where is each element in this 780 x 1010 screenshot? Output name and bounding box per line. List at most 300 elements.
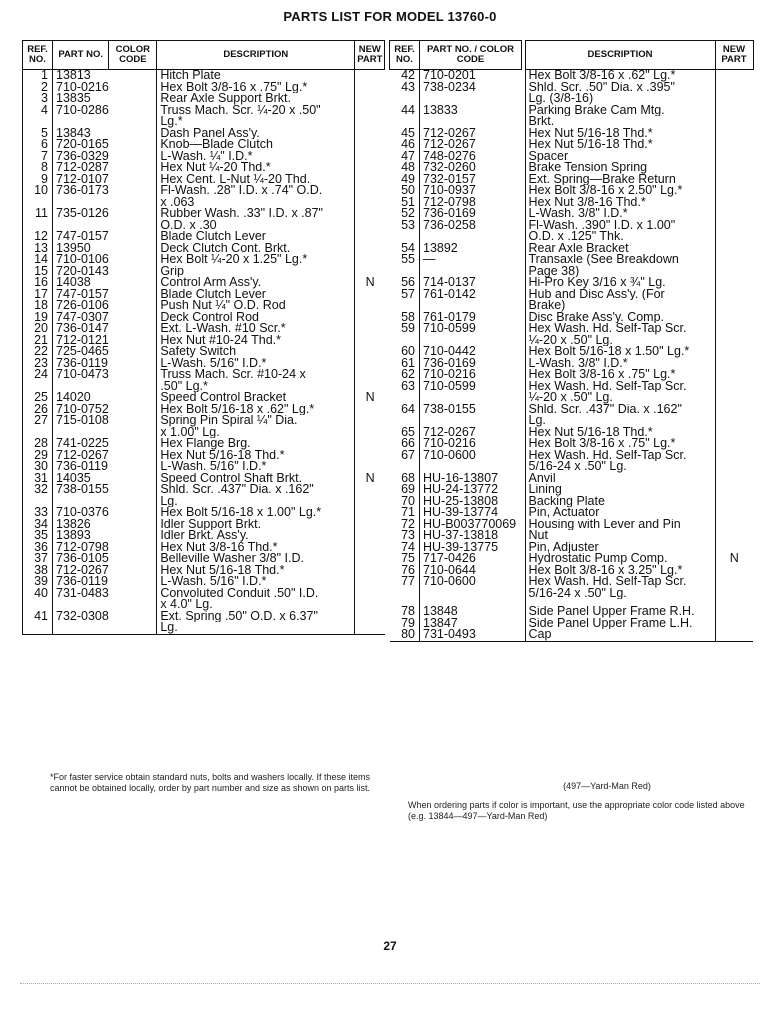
cell-color-code [109,415,157,427]
cell-description: Truss Mach. Scr. #10-24 x [157,369,355,381]
cell-part-no: 710-0286 [56,104,109,116]
cell-part-no: 732-0157 [423,173,476,185]
table-row [23,70,385,82]
cell-part-no [420,116,522,128]
cell-ref-no [23,116,53,128]
cell-new-part [355,93,385,105]
cell-new-part [715,312,753,324]
cell-ref-no: 57 [390,289,420,301]
cell-description: .50" Lg.* [157,381,355,393]
table-row [390,438,754,450]
cell-new-part [715,599,753,606]
cell-part-no: 736-0173 [56,185,109,197]
cell-ref-no: 22 [23,346,53,358]
table-row [23,128,385,140]
cell-description: Hex Bolt 5/16-18 x 1.50" Lg.* [525,346,715,358]
cell-color-code [109,369,157,381]
cell-ref-no: 36 [23,542,53,554]
cell-ref-no [390,415,420,427]
cell-ref-no: 65 [390,427,420,439]
table-row [390,162,754,174]
cell-new-part [355,450,385,462]
cell-ref-no: 80 [390,629,420,641]
table-row [390,266,754,278]
cell-color-code [109,519,157,531]
cell-new-part [715,519,753,531]
cell-description: Lg.* [157,116,355,128]
cell-description: Hex Nut ¼-20 Thd.* [157,162,355,174]
cell-new-part [355,404,385,416]
cell-description: Hex Bolt 3/8-16 x .62" Lg.* [525,70,715,82]
cell-new-part [355,542,385,554]
cell-ref-no: 74 [390,542,420,554]
cell-new-part [715,93,753,105]
cell-color-code [109,473,157,485]
cell-part-no [420,392,522,404]
table-row [23,519,385,531]
cell-description: Brkt. [525,116,715,128]
cell-new-part [355,484,385,496]
cell-part-no: 712-0798 [423,196,476,208]
cell-new-part [355,82,385,94]
table-row [390,450,754,462]
cell-new-part: N [365,277,375,289]
cell-color-code [109,254,157,266]
cell-ref-no: 25 [23,392,53,404]
cell-ref-no: 14 [23,254,53,266]
cell-ref-no: 31 [23,473,53,485]
table-row [23,358,385,370]
table-row [23,611,385,623]
table-row [23,461,385,473]
cell-part-no: 717-0426 [423,553,476,565]
cell-description: Blade Clutch Lever [157,289,355,301]
cell-description: Hex Bolt 3/8-16 x .75" Lg.* [525,369,715,381]
page-title: PARTS LIST FOR MODEL 13760-0 [283,9,497,24]
cell-new-part [715,162,753,174]
cell-new-part [715,289,753,301]
cell-ref-no [23,599,53,611]
cell-ref-no: 40 [23,588,53,600]
cell-description: L-Wash. 5/16" I.D.* [157,576,355,588]
cell-ref-no: 1 [23,70,53,82]
cell-ref-no: 2 [23,82,53,94]
parts-table-right [389,40,754,642]
cell-part-no: 710-0600 [423,449,476,461]
table-row [390,415,754,427]
cell-new-part: N [365,392,375,404]
cell-color-code [109,438,157,450]
cell-color-code [109,243,157,255]
cell-ref-no: 77 [390,576,420,588]
table-row [23,300,385,312]
table-row [23,231,385,243]
cell-new-part [355,243,385,255]
cell-ref-no: 71 [390,507,420,519]
header-part-no: PART NO. [427,44,472,55]
cell-ref-no: 63 [390,381,420,393]
cell-description: 5/16-24 x .50" Lg. [525,588,715,600]
table-row [390,208,754,220]
cell-part-no [53,197,109,209]
cell-new-part [355,220,385,232]
table-row [390,254,754,266]
cell-description: Speed Control Bracket [157,392,355,404]
cell-description: Hex Nut #10-24 Thd.* [157,335,355,347]
cell-description: Pin, Actuator [525,507,715,519]
cell-description: L-Wash. 5/16" I.D.* [157,461,355,473]
cell-part-no: HU-39-13774 [423,507,499,519]
cell-part-no: 13893 [56,530,91,542]
cell-ref-no: 15 [23,266,53,278]
cell-color-code [109,542,157,554]
cell-new-part [715,300,753,312]
cell-ref-no [390,588,420,600]
cell-description: O.D. x .30 [157,220,355,232]
cell-ref-no: 19 [23,312,53,324]
cell-new-part [715,254,753,266]
cell-color-code [109,312,157,324]
cell-new-part [355,70,385,82]
cell-color-code [109,427,157,439]
cell-new-part [715,197,753,209]
cell-new-part [355,335,385,347]
header-description: DESCRIPTION [157,41,355,70]
table-row [390,139,754,151]
table-row [23,484,385,496]
table-row [390,197,754,209]
cell-new-part [355,312,385,324]
cell-ref-no: 39 [23,576,53,588]
table-row [23,622,385,634]
table-row [390,588,754,600]
cell-ref-no: 55 [390,254,420,266]
parts-table-left [22,40,385,635]
cell-part-no: 710-0216 [423,438,476,450]
cell-description: Hex Bolt 3/8-16 x .75" Lg.* [157,82,355,94]
cell-new-part [355,622,385,634]
header-color-code: COLOR CODE [109,41,157,70]
cell-color-code [109,139,157,151]
cell-new-part [715,82,753,94]
table-row [390,289,754,301]
cell-color-code [109,588,157,600]
cell-part-no [53,622,109,634]
table-row [390,392,754,404]
cell-part-no: 13835 [56,93,91,105]
cell-new-part [715,618,753,630]
cell-new-part [355,151,385,163]
table-row [390,461,754,473]
cell-ref-no: 28 [23,438,53,450]
cell-ref-no [23,197,53,209]
cell-ref-no: 70 [390,496,420,508]
cell-part-no: 14038 [56,277,91,289]
cell-description: Backing Plate [525,496,715,508]
cell-description: Hi-Pro Key 3/16 x ¾" Lg. [525,277,715,289]
cell-ref-no: 29 [23,450,53,462]
cell-part-no: 712-0267 [56,449,109,461]
cell-new-part [355,323,385,335]
cell-description: Hex Nut 5/16-18 Thd.* [525,427,715,439]
table-row [390,243,754,255]
cell-new-part [715,139,753,151]
cell-color-code [109,300,157,312]
table-row [23,335,385,347]
cell-new-part [715,231,753,243]
cell-description: Hydrostatic Pump Comp. [525,553,715,565]
cell-new-part [715,450,753,462]
cell-part-no: 731-0483 [56,587,109,599]
cell-new-part [355,369,385,381]
cell-part-no: 712-0287 [56,162,109,174]
cell-description: Ext. Spring .50" O.D. x 6.37" [157,611,355,623]
cell-color-code [109,116,157,128]
cell-description: Brake Tension Spring [525,162,715,174]
cell-description: Hub and Disc Ass'y. (For [525,289,715,301]
cell-ref-no: 35 [23,530,53,542]
cell-description: L-Wash. 3/8" I.D.* [525,358,715,370]
cell-new-part [355,289,385,301]
cell-part-no [420,415,522,427]
cell-part-no [53,116,109,128]
footnote-fasteners: *For faster service obtain standard nuts, bolts and washers locally. If these items cannot be obtained locally, order by part number and size as shown on parts list. [50,772,371,793]
cell-color-code [109,231,157,243]
cell-description: Hex Nut 5/16-18 Thd.* [525,139,715,151]
cell-ref-no: 34 [23,519,53,531]
table-row [23,346,385,358]
cell-new-part [715,473,753,485]
cell-new-part [715,404,753,416]
cell-part-no: 13950 [56,242,91,254]
cell-description: Idler Support Brkt. [157,519,355,531]
cell-part-no: 14035 [56,472,91,484]
table-row [23,507,385,519]
table-row [23,542,385,554]
cell-description: Shld. Scr. .50" Dia. x .395" [525,82,715,94]
cell-description: Hex Nut 5/16-18 Thd.* [157,565,355,577]
cell-description [525,599,715,606]
cell-ref-no: 6 [23,139,53,151]
table-row [390,599,754,606]
cell-description: Lining [525,484,715,496]
cell-description: Hex Wash. Hd. Self-Tap Scr. [525,576,715,588]
cell-part-no: 747-0157 [56,288,109,300]
cell-description: Ext. Spring—Brake Return [525,174,715,186]
cell-new-part [355,105,385,117]
table-row [23,588,385,600]
table-row [390,335,754,347]
cell-ref-no: 69 [390,484,420,496]
cell-color-code [109,266,157,278]
cell-color-code [109,174,157,186]
cell-new-part [715,381,753,393]
cell-color-code [109,358,157,370]
cell-ref-no: 5 [23,128,53,140]
cell-part-no [420,588,522,600]
cell-part-no: 735-0126 [56,208,109,220]
cell-ref-no: 16 [23,277,53,289]
table-row [390,519,754,531]
table-row [390,277,754,289]
cell-part-no: 738-0234 [423,81,476,93]
cell-part-no: 736-0119 [56,576,108,588]
cell-color-code [109,496,157,508]
cell-part-no: 736-0169 [423,357,476,369]
cell-description: Hex Nut 5/16-18 Thd.* [157,450,355,462]
cell-part-no: 736-0119 [56,357,108,369]
cell-ref-no: 10 [23,185,53,197]
cell-ref-no: 64 [390,404,420,416]
cell-new-part [355,576,385,588]
cell-new-part [355,427,385,439]
cell-new-part [715,369,753,381]
cell-new-part: N [365,472,375,484]
cell-part-no: 714-0137 [423,277,476,289]
table-row [390,629,754,641]
cell-part-no: 710-0600 [423,576,476,588]
table-row [390,174,754,186]
cell-description: Lg. [157,496,355,508]
table-row [390,496,754,508]
cell-new-part [355,174,385,186]
cell-description: L-Wash. 5/16" I.D.* [157,358,355,370]
cell-ref-no [390,116,420,128]
cell-part-no [420,599,522,606]
cell-new-part [715,565,753,577]
cell-ref-no [390,266,420,278]
table-row [390,606,754,618]
cell-new-part [355,346,385,358]
cell-part-no [420,93,522,105]
cell-color-code [109,381,157,393]
table-row [390,618,754,630]
table-row [23,312,385,324]
color-code-example: (497—Yard-Man Red) [563,781,651,791]
cell-new-part [715,588,753,600]
cell-new-part [715,507,753,519]
header-part-no: PART NO. [53,41,109,70]
header-description: DESCRIPTION [525,41,715,70]
cell-ref-no: 46 [390,139,420,151]
cell-ref-no: 54 [390,243,420,255]
table-row [390,427,754,439]
cell-part-no: 13813 [56,69,91,82]
cell-new-part [715,116,753,128]
table-row [390,346,754,358]
cell-part-no [53,599,109,611]
table-row [23,139,385,151]
cell-description: Hex Wash. Hd. Self-Tap Scr. [525,323,715,335]
table-row [390,116,754,128]
cell-ref-no: 60 [390,346,420,358]
cell-part-no [53,427,109,439]
cell-description: Hitch Plate [157,70,355,82]
cell-description: Hex Nut 3/8-16 Thd.* [157,542,355,554]
cell-description: Deck Clutch Cont. Brkt. [157,243,355,255]
table-row [390,553,754,565]
cell-new-part [715,576,753,588]
cell-new-part [715,392,753,404]
cell-new-part [715,346,753,358]
cell-description: Hex Flange Brg. [157,438,355,450]
cell-ref-no: 7 [23,151,53,163]
cell-description: Rear Axle Support Brkt. [157,93,355,105]
cell-new-part [355,461,385,473]
table-row [390,404,754,416]
table-row [390,565,754,577]
header-ref: REF. NO. [390,41,420,70]
table-row [23,254,385,266]
table-row [390,300,754,312]
cell-description: ¼-20 x .50" Lg. [525,392,715,404]
cell-description: Disc Brake Ass'y. Comp. [525,312,715,324]
cell-ref-no: 61 [390,358,420,370]
cell-description: Rear Axle Bracket [525,243,715,255]
cell-part-no: 712-0267 [56,564,109,576]
cell-part-no: 736-0169 [423,208,476,220]
cell-new-part [355,530,385,542]
cell-new-part [355,254,385,266]
header-ref: REF. NO. [23,41,53,70]
table-row [23,323,385,335]
cell-new-part [715,415,753,427]
cell-part-no: 710-0376 [56,507,109,519]
cell-new-part [715,438,753,450]
cell-ref-no: 30 [23,461,53,473]
cell-description: Brake) [525,300,715,312]
cell-color-code [109,530,157,542]
table-row [23,185,385,197]
cell-description: 5/16-24 x .50" Lg. [525,461,715,473]
header-new-part: NEW PART [355,41,385,70]
cell-color-code [109,553,157,565]
cell-part-no [420,266,522,278]
cell-ref-no: 21 [23,335,53,347]
cell-new-part [715,174,753,186]
cell-new-part [355,588,385,600]
cell-ref-no [390,335,420,347]
cell-part-no: 738-0155 [56,484,109,496]
cell-part-no: 748-0276 [423,150,476,162]
cell-new-part [715,220,753,232]
table-row [390,381,754,393]
cell-part-no: 736-0258 [423,219,476,231]
table-row [390,507,754,519]
cell-new-part [355,381,385,393]
cell-ref-no: 9 [23,174,53,186]
cell-color-code [109,105,157,117]
table-row [390,530,754,542]
table-row [390,576,754,588]
table-row [390,369,754,381]
cell-ref-no: 3 [23,93,53,105]
cell-part-no: 710-0473 [56,369,109,381]
table-row [390,358,754,370]
cell-description: Hex Bolt ¼-20 x 1.25" Lg.* [157,254,355,266]
cell-color-code [109,622,157,634]
table-row [23,174,385,186]
cell-part-no: 710-0644 [423,564,476,576]
cell-part-no: 710-0201 [423,69,476,82]
table-row [23,220,385,232]
cell-ref-no: 26 [23,404,53,416]
cell-part-no: 738-0155 [423,403,476,415]
cell-ref-no: 67 [390,450,420,462]
cell-part-no: HU-16-13807 [423,472,499,484]
cell-description: Control Arm Ass'y. [157,277,355,289]
cell-new-part [715,496,753,508]
